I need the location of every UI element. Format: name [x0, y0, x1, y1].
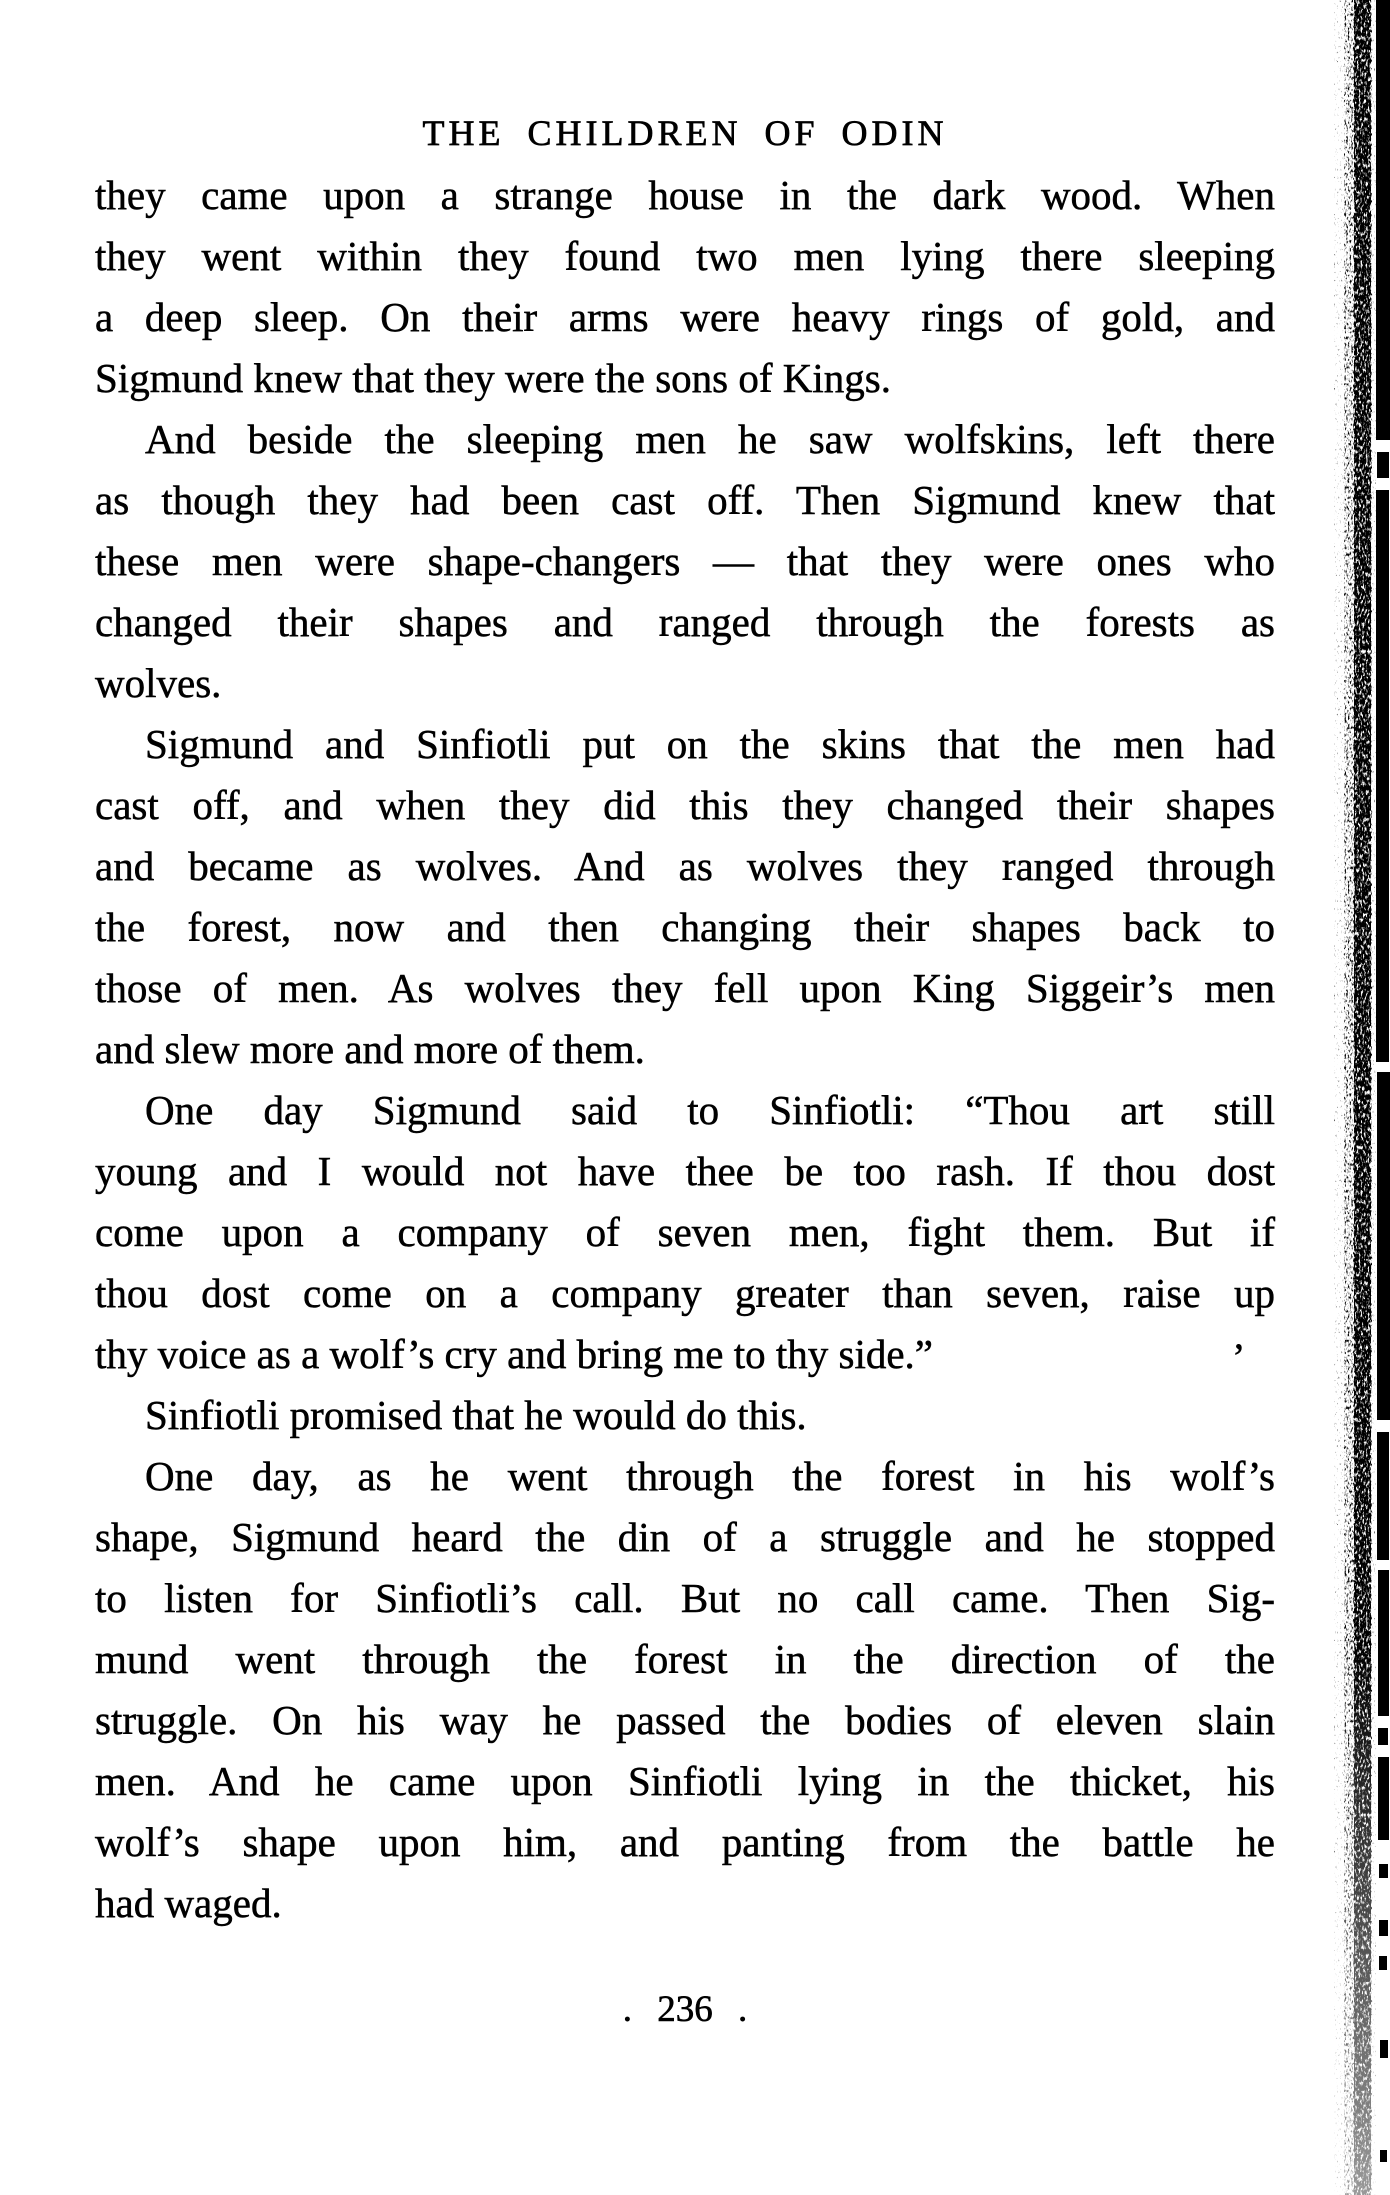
text-line: a deep sleep. On their arms were heavy rings of gold, and: [95, 294, 1275, 340]
text-line: men. And he came upon Sinfiotli lying in the thicket, his: [95, 1758, 1275, 1804]
scan-gutter-artifact: [1330, 0, 1390, 2195]
page-number: . 236 .: [622, 1989, 748, 2030]
text-line: Sigmund and Sinfiotli put on the skins that the men had: [145, 721, 1275, 767]
scan-noise-band: [1330, 0, 1390, 2195]
text-line: thou dost come on a company greater than seven, raise up: [95, 1270, 1275, 1316]
text-line: changed their shapes and ranged through the forests as: [95, 599, 1275, 645]
text-line: and became as wolves. And as wolves they ranged through: [95, 843, 1275, 889]
page-body-text: [95, 165, 1275, 1934]
text-line: Sinfiotli promised that he would do this.: [145, 1392, 807, 1438]
text-line: come upon a company of seven men, fight them. But if: [95, 1209, 1275, 1255]
text-line: had waged.: [95, 1880, 282, 1926]
text-line: these men were shape-changers — that they were ones who: [95, 538, 1275, 584]
text-line: wolf’s shape upon him, and panting from the battle he: [95, 1819, 1275, 1865]
text-line: And beside the sleeping men he saw wolfskins, left there: [145, 416, 1275, 462]
running-header: THE CHILDREN OF ODIN: [422, 113, 948, 153]
text-line: to listen for Sinfiotli’s call. But no call came. Then Sig-: [95, 1575, 1275, 1621]
text-line: cast off, and when they did this they changed their shapes: [95, 782, 1275, 828]
text-line: they came upon a strange house in the dark wood. When: [95, 172, 1275, 218]
text-line: the forest, now and then changing their shapes back to: [95, 904, 1275, 950]
text-line: wolves.: [95, 660, 222, 706]
text-line: struggle. On his way he passed the bodies of eleven slain: [95, 1697, 1275, 1743]
text-line: mund went through the forest in the direction of the: [95, 1636, 1275, 1682]
text-line: thy voice as a wolf’s cry and bring me to thy side.”: [95, 1331, 933, 1377]
text-line: One day, as he went through the forest in his wolf’s: [145, 1453, 1275, 1499]
text-line: Sigmund knew that they were the sons of Kings.: [95, 355, 891, 401]
text-line: they went within they found two men lying there sleeping: [95, 233, 1275, 279]
text-line: as though they had been cast off. Then Sigmund knew that: [95, 477, 1275, 523]
stray-ink-mark: ’: [1232, 1335, 1246, 1380]
text-line: those of men. As wolves they fell upon King Siggeir’s men: [95, 965, 1275, 1011]
text-line: shape, Sigmund heard the din of a struggle and he stopped: [95, 1514, 1275, 1560]
text-line: One day Sigmund said to Sinfiotli: “Thou art still: [145, 1087, 1275, 1133]
text-line: young and I would not have thee be too rash. If thou dost: [95, 1148, 1275, 1194]
text-line: and slew more and more of them.: [95, 1026, 645, 1072]
